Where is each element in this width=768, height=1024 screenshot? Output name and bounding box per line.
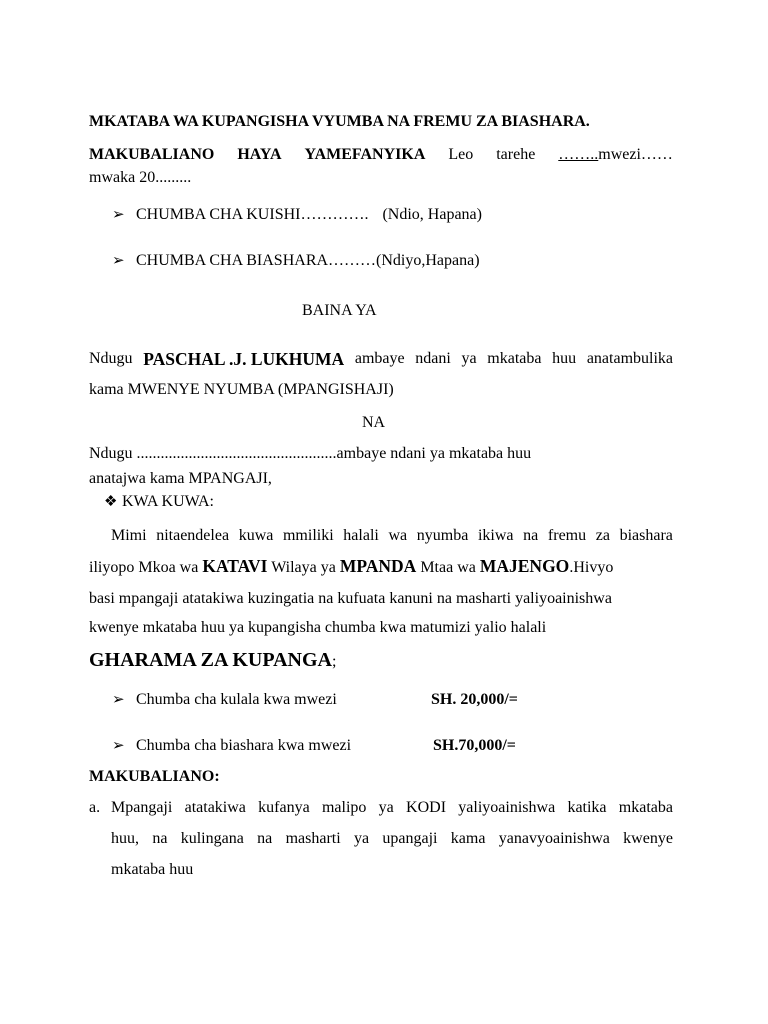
intro-word: YAMEFANYIKA	[304, 146, 426, 163]
agreement-line	[111, 829, 673, 849]
agreement-line: mkataba huu	[111, 861, 194, 878]
paragraph-word: wa	[388, 527, 408, 544]
four-diamond-icon: ❖	[104, 494, 118, 510]
landlord-name: PASCHAL .J. LUKHUMA	[143, 349, 345, 369]
agreement-word: yanavyoainishwa	[498, 830, 610, 847]
paragraph-text: .Hivyo	[569, 559, 614, 576]
date-field	[558, 145, 673, 165]
cost-label: Chumba cha biashara kwa mwezi	[136, 737, 352, 754]
paragraph-word: nyumba	[416, 527, 469, 544]
paragraph-line: basi mpangaji atatakiwa kuzingatia na kufuata kanuni na masharti yaliyoainishwa	[89, 590, 612, 607]
agreement-word: yaliyoainishwa	[458, 799, 556, 816]
baina-ya-heading: BAINA YA	[302, 302, 377, 319]
costs-heading-text: GHARAMA ZA KUPANGA	[89, 649, 332, 671]
agreement-word: Mpangaji	[111, 799, 173, 816]
party2-line: Ndugu ..................................................ambaye ndani ya mkataba huu	[89, 445, 532, 462]
agreement-word: malipo	[321, 799, 367, 816]
option-item	[112, 205, 482, 225]
paragraph-word: Mimi	[111, 527, 147, 544]
agreement-line	[111, 798, 673, 818]
intro-word: tarehe	[496, 146, 536, 163]
party1-word: huu	[552, 350, 577, 367]
paragraph-word: na	[523, 527, 539, 544]
street-name: MAJENGO	[479, 556, 570, 576]
arrowhead-icon: ➢	[112, 692, 125, 708]
na-separator: NA	[362, 414, 386, 431]
agreement-word: atatakiwa	[184, 799, 246, 816]
cost-item	[112, 736, 351, 756]
agreement-word: kwenye	[623, 830, 673, 847]
option-label: CHUMBA CHA KUISHI………….	[136, 206, 369, 223]
party1-role: kama MWENYE NYUMBA (MPANGISHAJI)	[89, 381, 394, 398]
cost-label: Chumba cha kulala kwa mwezi	[136, 691, 337, 708]
agreements-heading: MAKUBALIANO:	[89, 768, 220, 785]
costs-heading-punct: ;	[331, 653, 337, 670]
intro-word: HAYA	[237, 146, 282, 163]
paragraph-word: za	[595, 527, 610, 544]
document-title: MKATABA WA KUPANGISHA VYUMBA NA FREMU ZA BIASHARA.	[89, 113, 590, 130]
month-blank: mwezi……	[598, 146, 673, 163]
region-name: KATAVI	[202, 556, 268, 576]
paragraph-word: ikiwa	[477, 527, 514, 544]
intro-word: Leo	[448, 146, 474, 163]
agreement-word: ya	[353, 830, 370, 847]
agreement-word: mkataba	[618, 799, 673, 816]
arrowhead-icon: ➢	[112, 253, 125, 269]
agreement-word: kulingana	[180, 830, 244, 847]
party1-prefix: Ndugu	[89, 350, 133, 367]
option-item	[112, 251, 480, 271]
intro-word: MAKUBALIANO	[89, 146, 215, 163]
cost-item	[112, 690, 337, 710]
kwa-kuwa-label: KWA KUWA:	[122, 493, 214, 510]
paragraph-line	[89, 556, 613, 578]
paragraph-text: Wilaya ya	[267, 559, 340, 576]
paragraph-line: kwenye mkataba huu ya kupangisha chumba kwa matumizi yalio halali	[89, 619, 547, 636]
agreement-word: masharti	[285, 830, 341, 847]
agreement-word: kufanya	[258, 799, 310, 816]
kwa-kuwa-item	[104, 492, 214, 512]
agreement-word: upangaji	[382, 830, 438, 847]
agreement-word: na	[152, 830, 168, 847]
arrowhead-icon: ➢	[112, 207, 125, 223]
paragraph-word: mmiliki	[282, 527, 334, 544]
option-label: CHUMBA CHA BIASHARA………(Ndiyo,Hapana)	[136, 252, 480, 269]
date-blank: ……..	[558, 146, 599, 163]
paragraph-word: kuwa	[238, 527, 274, 544]
party2-role: anatajwa kama MPANGAJI,	[89, 470, 272, 487]
paragraph-word: nitaendelea	[156, 527, 230, 544]
cost-amount: SH. 20,000/=	[431, 691, 518, 708]
agreement-word: kama	[450, 830, 486, 847]
paragraph-word: biashara	[619, 527, 673, 544]
agreement-marker: a.	[89, 799, 101, 816]
intro-line	[89, 145, 673, 165]
party1-line	[89, 349, 673, 369]
agreement-word: huu,	[111, 830, 139, 847]
district-name: MPANDA	[339, 556, 417, 576]
paragraph-line	[111, 526, 673, 546]
paragraph-text: iliyopo Mkoa wa	[89, 559, 203, 576]
party1-word: ya	[461, 350, 477, 367]
agreement-word: na	[257, 830, 273, 847]
party1-word: ndani	[415, 350, 451, 367]
paragraph-word: fremu	[547, 527, 587, 544]
year-line: mwaka 20.........	[89, 169, 192, 186]
party1-word: anatambulika	[586, 350, 673, 367]
paragraph-word: halali	[343, 527, 379, 544]
cost-amount: SH.70,000/=	[433, 737, 516, 754]
arrowhead-icon: ➢	[112, 738, 125, 754]
costs-heading	[89, 648, 336, 674]
agreement-word: katika	[567, 799, 607, 816]
option-choice: (Ndio, Hapana)	[382, 206, 482, 223]
party1-word: mkataba	[487, 350, 542, 367]
agreement-word: KODI	[406, 799, 447, 816]
agreement-word: ya	[378, 799, 394, 816]
paragraph-text: Mtaa wa	[416, 559, 480, 576]
party1-word: ambaye	[354, 350, 405, 367]
